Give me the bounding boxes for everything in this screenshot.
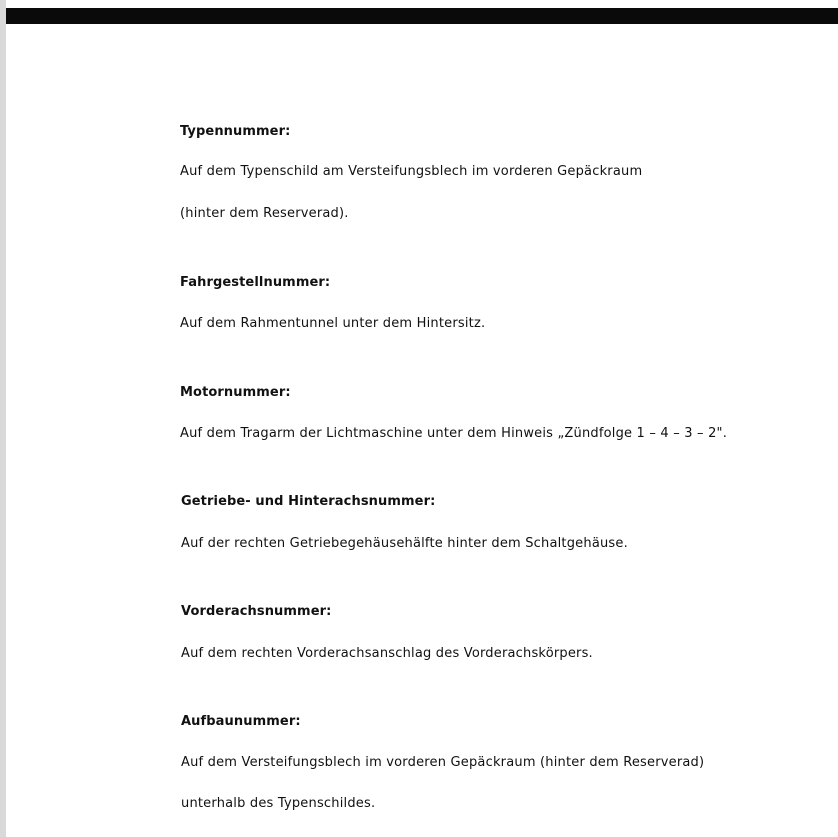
text-typennummer-line-2: (hinter dem Reserverad). <box>180 206 349 221</box>
heading-getriebe-hinterachsnummer: Getriebe- und Hinterachsnummer: <box>181 494 436 509</box>
text-aufbaunummer-line-2: unterhalb des Typenschildes. <box>181 796 376 811</box>
heading-motornummer: Motornummer: <box>180 385 291 400</box>
heading-fahrgestellnummer: Fahrgestellnummer: <box>180 275 331 290</box>
text-aufbaunummer-line-1: Auf dem Versteifungsblech im vorderen Gepäckraum (hinter dem Reserverad) <box>181 755 705 770</box>
heading-aufbaunummer: Aufbaunummer: <box>181 714 301 729</box>
text-motornummer-line-1: Auf dem Tragarm der Lichtmaschine unter dem Hinweis „Zündfolge 1 – 4 – 3 – 2". <box>180 426 728 441</box>
text-vorderachsnummer-line-1: Auf dem rechten Vorderachsanschlag des Vorderachskörpers. <box>181 646 593 661</box>
heading-vorderachsnummer: Vorderachsnummer: <box>181 604 332 619</box>
text-fahrgestellnummer-line-1: Auf dem Rahmentunnel unter dem Hintersitz. <box>180 316 486 331</box>
heading-typennummer: Typennummer: <box>180 124 291 139</box>
text-getriebe-hinterachsnummer-line-1: Auf der rechten Getriebegehäusehälfte hinter dem Schaltgehäuse. <box>181 536 628 551</box>
text-typennummer-line-1: Auf dem Typenschild am Versteifungsblech im vorderen Gepäckraum <box>180 164 643 179</box>
